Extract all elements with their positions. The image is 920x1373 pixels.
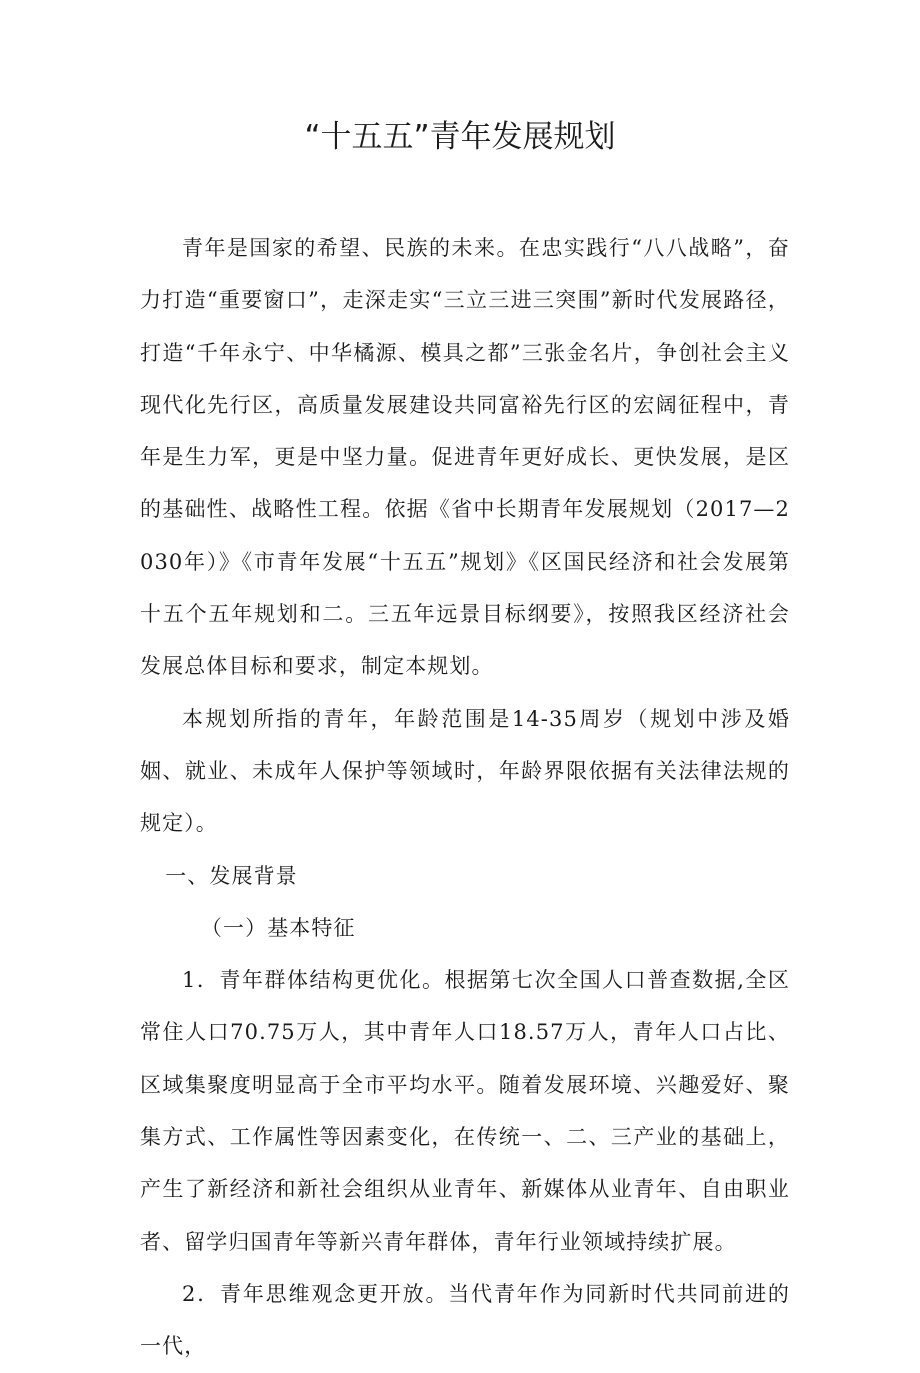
paragraph-intro: 青年是国家的希望、民族的未来。在忠实践行“八八战略”，奋力打造“重要窗口”，走深走实“三立三进三突围”新时代发展路径，打造“千年永宁、中华橘源、模具之都”三张金名片，争创社会主义现代化先行区，高质量发展建设共同富裕先行区的宏阔征程中，青年是生力军，更是中坚力量。促进青年更好成长、更快发展，是区的基础性、战略性工程。依据《省中长期青年发展规划（2017—2030年）》《市青年发展“十五五”规划》《区国民经济和社会发展第十五个五年规划和二。三五年远景目标纲要》，按照我区经济社会发展总体目标和要求，制定本规划。 bbox=[140, 236, 790, 679]
section-heading: 一、发展背景 bbox=[165, 863, 298, 888]
subsection-heading: （一）基本特征 bbox=[200, 915, 356, 940]
paragraph-age-range: 本规划所指的青年，年龄范围是14-35周岁（规划中涉及婚姻、就业、未成年人保护等领域时，年龄界限依据有关法律法规的规定）。 bbox=[140, 706, 790, 836]
paragraph-item-1: 1．青年群体结构更优化。根据第七次全国人口普查数据,全区常住人口70.75万人，其中青年人口18.57万人，青年人口占比、区域集聚度明显高于全市平均水平。随着发展环境、兴趣爱好、聚集方式、工作属性等因素变化，在传统一、二、三产业的基础上，产生了新经济和新社会组织从业青年、新媒体从业青年、自由职业者、留学归国青年等新兴青年群体，青年行业领域持续扩展。 bbox=[140, 968, 790, 1254]
document-body bbox=[140, 222, 790, 1373]
paragraph-item-2: 2．青年思维观念更开放。当代青年作为同新时代共同前进的一代， bbox=[140, 1281, 790, 1359]
document-title: “十五五”青年发展规划 bbox=[304, 119, 616, 155]
